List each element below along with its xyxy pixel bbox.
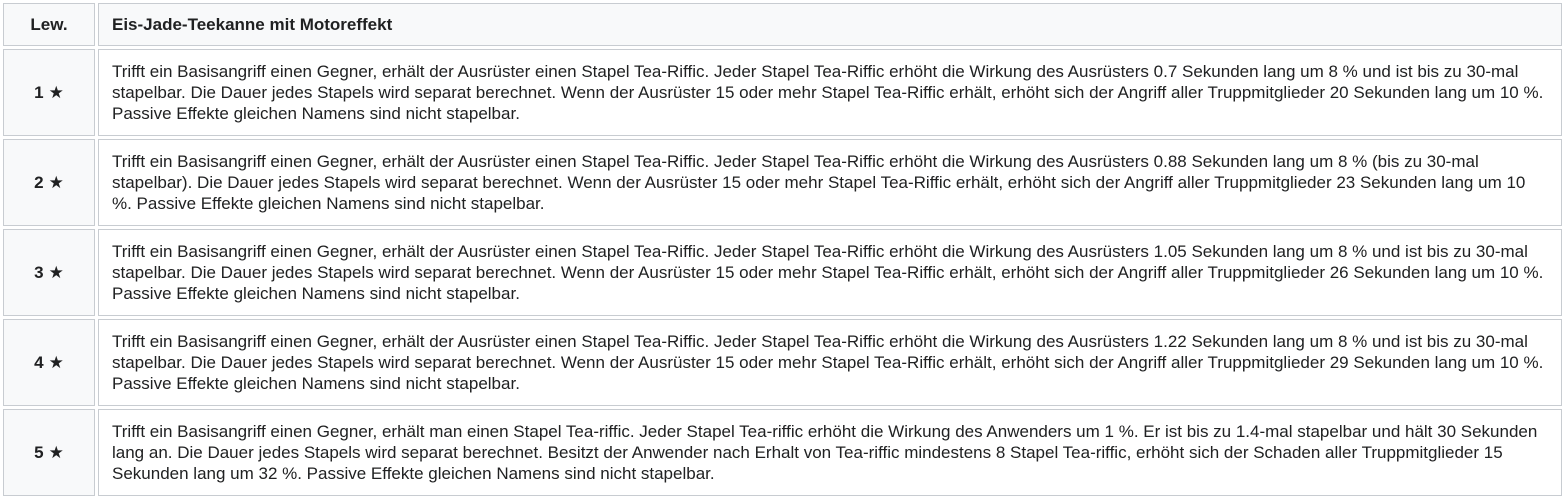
level-number: 4 bbox=[34, 352, 44, 372]
table-body bbox=[3, 49, 1562, 496]
table-row bbox=[3, 319, 1562, 406]
table-row bbox=[3, 49, 1562, 136]
effect-description: Trifft ein Basisangriff einen Gegner, erhält der Ausrüster einen Stapel Tea-Riffic. Jeder Stapel Tea-Riffic erhöht die Wirkung des Ausrüsters 1.22 Sekunden lang um 8 % und ist bis zu 30-mal stapelbar. Die Dauer jedes Stapels wird separat berechnet. Wenn der Ausrüster 15 oder mehr Stapel Tea-Riffic erhält, erhöht sich der Angriff aller Truppmitglieder 29 Sekunden lang um 10 %. Passive Effekte gleichen Namens sind nicht stapelbar. bbox=[98, 319, 1562, 406]
star-icon: ★ bbox=[48, 442, 64, 462]
star-icon: ★ bbox=[48, 262, 64, 282]
effect-description: Trifft ein Basisangriff einen Gegner, erhält man einen Stapel Tea-riffic. Jeder Stapel Tea-riffic erhöht die Wirkung des Anwenders um 1 %. Er ist bis zu 1.4-mal stapelbar und hält 30 Sekunden lang an. Die Dauer jedes Stapels wird separat berechnet. Besitzt der Anwender nach Erhalt von Tea-riffic mindestens 8 Stapel Tea-riffic, erhöht sich der Schaden aller Truppmitglieder 15 Sekunden lang um 32 %. Passive Effekte gleichen Namens sind nicht stapelbar. bbox=[98, 409, 1562, 496]
level-cell bbox=[3, 229, 95, 316]
level-number: 3 bbox=[34, 262, 44, 282]
star-icon: ★ bbox=[48, 172, 64, 192]
level-number: 2 bbox=[34, 172, 44, 192]
table-row bbox=[3, 229, 1562, 316]
level-cell bbox=[3, 319, 95, 406]
effect-description: Trifft ein Basisangriff einen Gegner, erhält der Ausrüster einen Stapel Tea-Riffic. Jeder Stapel Tea-Riffic erhöht die Wirkung des Ausrüsters 0.7 Sekunden lang um 8 % und ist bis zu 30-mal stapelbar. Die Dauer jedes Stapels wird separat berechnet. Wenn der Ausrüster 15 oder mehr Stapel Tea-Riffic erhält, erhöht sich der Angriff aller Truppmitglieder 20 Sekunden lang um 10 %. Passive Effekte gleichen Namens sind nicht stapelbar. bbox=[98, 49, 1562, 136]
level-cell bbox=[3, 409, 95, 496]
effect-description: Trifft ein Basisangriff einen Gegner, erhält der Ausrüster einen Stapel Tea-Riffic. Jeder Stapel Tea-Riffic erhöht die Wirkung des Ausrüsters 1.05 Sekunden lang um 8 % und ist bis zu 30-mal stapelbar. Die Dauer jedes Stapels wird separat berechnet. Wenn der Ausrüster 15 oder mehr Stapel Tea-Riffic erhält, erhöht sich der Angriff aller Truppmitglieder 26 Sekunden lang um 10 %. Passive Effekte gleichen Namens sind nicht stapelbar. bbox=[98, 229, 1562, 316]
item-title-header: Eis-Jade-Teekanne mit Motoreffekt bbox=[98, 3, 1562, 46]
table-row bbox=[3, 139, 1562, 226]
level-column-header: Lew. bbox=[3, 3, 95, 46]
level-cell bbox=[3, 139, 95, 226]
star-icon: ★ bbox=[48, 82, 64, 102]
table-header-row bbox=[3, 3, 1562, 46]
level-cell bbox=[3, 49, 95, 136]
table-row bbox=[3, 409, 1562, 496]
effect-description: Trifft ein Basisangriff einen Gegner, erhält der Ausrüster einen Stapel Tea-Riffic. Jeder Stapel Tea-Riffic erhöht die Wirkung des Ausrüsters 0.88 Sekunden lang um 8 % (bis zu 30-mal stapelbar). Die Dauer jedes Stapels wird separat berechnet. Wenn der Ausrüster 15 oder mehr Stapel Tea-Riffic erhält, erhöht sich der Angriff aller Truppmitglieder 23 Sekunden lang um 10 %. Passive Effekte gleichen Namens sind nicht stapelbar. bbox=[98, 139, 1562, 226]
table-head bbox=[3, 3, 1562, 46]
star-icon: ★ bbox=[48, 352, 64, 372]
level-number: 5 bbox=[34, 442, 44, 462]
level-number: 1 bbox=[34, 82, 44, 102]
